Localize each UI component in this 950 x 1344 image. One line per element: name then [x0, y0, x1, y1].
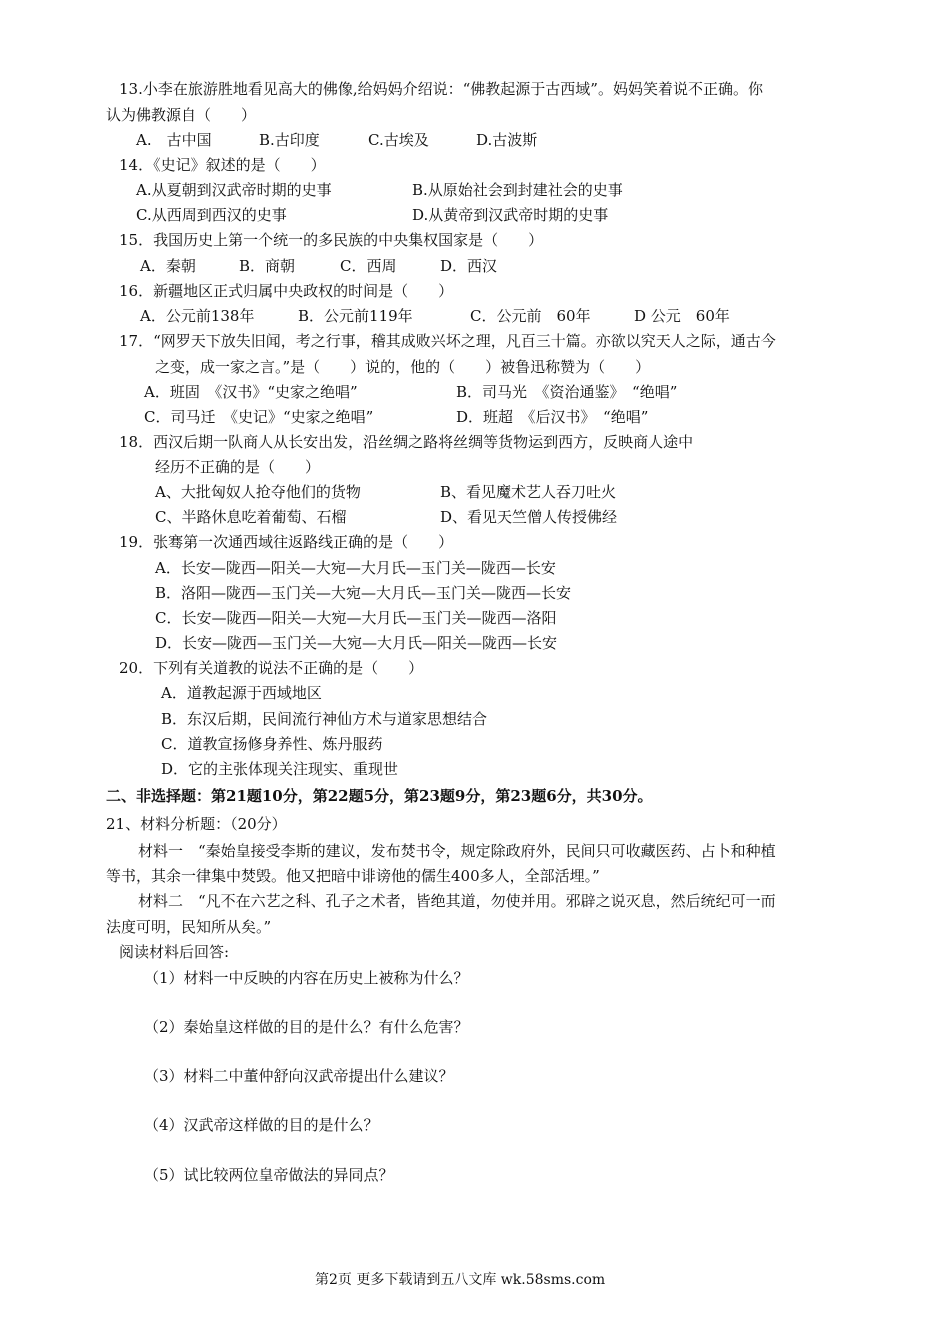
q20-option-d: D．它的主张体现关注现实、重现世: [161, 760, 399, 778]
q13-stem-line1: 13.小李在旅游胜地看见高大的佛像,给妈妈介绍说：“佛教起源于古西域”。妈妈笑着说不正确。你: [119, 80, 763, 98]
page-footer: 第2页 更多下载请到五八文库 wk.58sms.com: [315, 1272, 606, 1288]
q16-option-a: A．公元前138年: [140, 307, 255, 325]
q20-option-c: C．道教宣扬修身养性、炼丹服药: [161, 735, 383, 753]
q17-option-d: D．班超 《后汉书》 “绝唱”: [456, 408, 649, 426]
q21-reading-prompt: 阅读材料后回答:: [119, 943, 230, 961]
q16-option-d: D 公元 60年: [634, 307, 730, 325]
q19-stem: 19．张骞第一次通西域往返路线正确的是（ ）: [119, 533, 454, 551]
q19-option-d: D．长安—陇西—玉门关—大宛—大月氏—阳关—陇西—长安: [155, 634, 558, 652]
q18-option-a: A、大批匈奴人抢夺他们的货物: [155, 483, 361, 501]
q14-stem: 14．《史记》叙述的是（ ）: [119, 156, 326, 174]
q14-option-d: D.从黄帝到汉武帝时期的史事: [412, 206, 609, 224]
q16-option-b: B．公元前119年: [298, 307, 413, 325]
q21-material1-line2: 等书，其余一律集中焚毁。他又把暗中诽谤他的儒生400多人，全部活埋。”: [106, 867, 600, 885]
q18-option-c: C、半路休息吃着葡萄、石榴: [155, 508, 347, 526]
q13-option-d: D.古波斯: [476, 131, 538, 149]
q14-option-b: B.从原始社会到封建社会的史事: [412, 181, 623, 199]
q19-option-c: C．长安—陇西—阳关—大宛—大月氏—玉门关—陇西—洛阳: [155, 609, 557, 627]
q13-option-b: B.古印度: [259, 131, 320, 149]
q20-option-b: B．东汉后期，民间流行神仙方术与道家思想结合: [161, 710, 488, 728]
q14-option-c: C.从西周到西汉的史事: [136, 206, 287, 224]
q17-option-a: A．班固 《汉书》“史家之绝唱”: [144, 383, 358, 401]
q13-option-c: C.古埃及: [368, 131, 429, 149]
q15-option-b: B．商朝: [239, 257, 296, 275]
q16-option-c: C．公元前 60年: [470, 307, 591, 325]
q17-option-c: C．司马迁 《史记》“史家之绝唱”: [144, 408, 374, 426]
q18-stem-line2: 经历不正确的是（ ）: [155, 458, 321, 476]
q18-option-d: D、看见天竺僧人传授佛经: [440, 508, 618, 526]
q21-subquestion-4: （4）汉武帝这样做的目的是什么？: [144, 1116, 379, 1134]
q21-subquestion-2: （2）秦始皇这样做的目的是什么？有什么危害？: [144, 1018, 469, 1036]
q18-option-b: B、看见魔术艺人吞刀吐火: [440, 483, 617, 501]
q19-option-b: B．洛阳—陇西—玉门关—大宛—大月氏—玉门关—陇西—长安: [155, 584, 572, 602]
section-2-heading: 二、非选择题：第21题10分，第22题5分，第23题9分，第23题6分，共30分。: [106, 787, 653, 805]
q16-stem: 16．新疆地区正式归属中央政权的时间是（ ）: [119, 282, 454, 300]
q21-subquestion-1: （1）材料一中反映的内容在历史上被称为什么？: [144, 969, 469, 987]
q13-option-a: A. 古中国: [136, 131, 212, 149]
q15-option-c: C．西周: [340, 257, 397, 275]
q17-option-b: B．司马光 《资治通鉴》 “绝唱”: [456, 383, 678, 401]
q20-stem: 20．下列有关道教的说法不正确的是（ ）: [119, 659, 424, 677]
q15-option-d: D．西汉: [440, 257, 498, 275]
q19-option-a: A．长安—陇西—阳关—大宛—大月氏—玉门关—陇西—长安: [155, 559, 556, 577]
q17-stem-line2: 之变，成一家之言。”是（ ）说的，他的（ ）被鲁迅称赞为（ ）: [155, 358, 651, 376]
q17-stem-line1: 17．“网罗天下放失旧闻，考之行事，稽其成败兴坏之理，凡百三十篇。亦欲以究天人之际，通古今: [119, 332, 776, 350]
q21-subquestion-5: （5）试比较两位皇帝做法的异同点？: [144, 1166, 394, 1184]
q15-option-a: A．秦朝: [140, 257, 196, 275]
q20-option-a: A．道教起源于西域地区: [161, 684, 322, 702]
q15-stem: 15．我国历史上第一个统一的多民族的中央集权国家是（ ）: [119, 231, 544, 249]
q18-stem-line1: 18．西汉后期一队商人从长安出发，沿丝绸之路将丝绸等货物运到西方，反映商人途中: [119, 433, 694, 451]
q21-subquestion-3: （3）材料二中董仲舒向汉武帝提出什么建议？: [144, 1067, 454, 1085]
q13-stem-line2: 认为佛教源自（ ）: [106, 106, 257, 124]
q21-title: 21、材料分析题：（20分）: [106, 815, 287, 833]
q14-option-a: A.从夏朝到汉武帝时期的史事: [136, 181, 332, 199]
q21-material1-line1: 材料一 “秦始皇接受李斯的建议，发布焚书令，规定除政府外，民间只可收藏医药、占卜和种植: [138, 842, 776, 860]
q21-material2-line1: 材料二 “凡不在六艺之科、孔子之术者，皆绝其道，勿使并用。邪辟之说灭息，然后统纪可一而: [138, 892, 776, 910]
q21-material2-line2: 法度可明，民知所从矣。”: [106, 918, 272, 936]
